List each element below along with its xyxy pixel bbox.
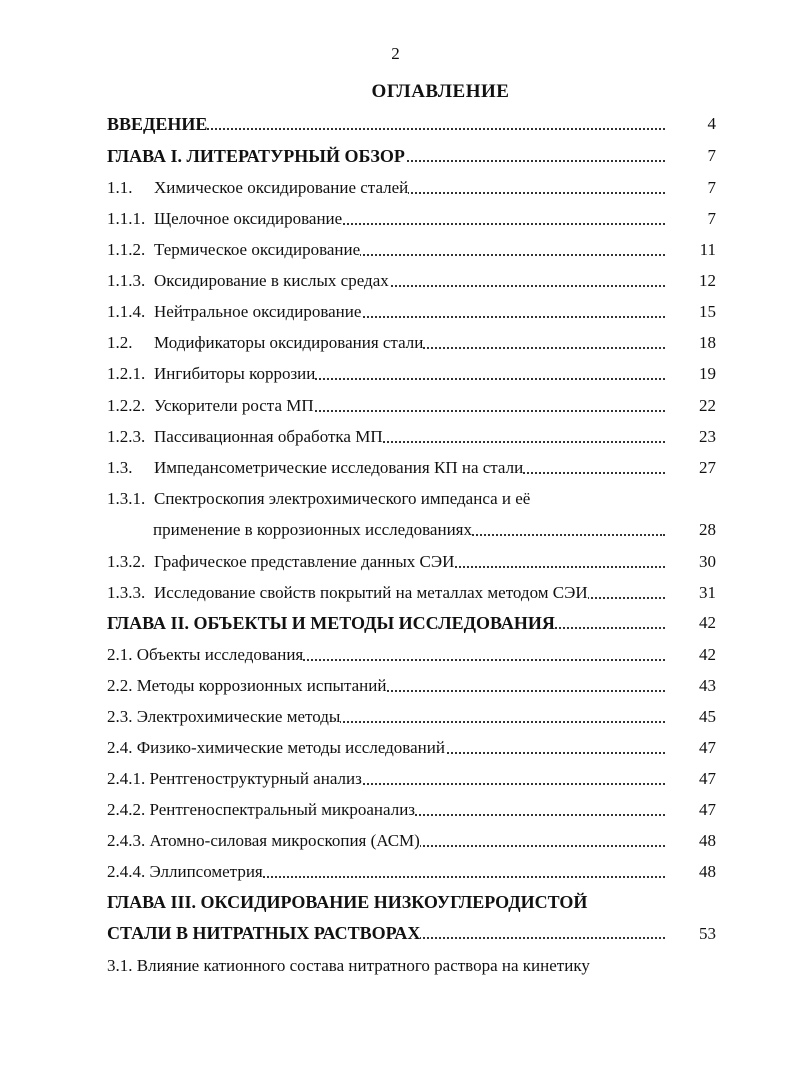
entry-number: 1.1.4. — [107, 302, 146, 321]
title-text: ОГЛАВЛЕНИЕ — [371, 81, 510, 102]
entry-page: 42 — [699, 645, 716, 664]
entry-page: 43 — [699, 676, 716, 695]
toc-entry-line-1[interactable] — [107, 488, 665, 510]
toc-entry[interactable] — [107, 799, 665, 821]
entry-number: 3.1. — [107, 956, 133, 975]
entry-number: 2.1. — [107, 645, 133, 664]
entry-page: 45 — [699, 707, 716, 726]
toc-entry[interactable] — [107, 270, 665, 292]
entry-text: Электрохимические методы — [136, 707, 341, 726]
entry-text: ВВЕДЕНИЕ — [107, 114, 208, 134]
entry-page: 23 — [699, 427, 716, 446]
entry-text: Графическое представление данных СЭИ — [154, 552, 455, 571]
entry-page: 11 — [699, 240, 716, 259]
entry-text: Импедансометрические исследования КП на стали — [154, 458, 524, 477]
entry-text: ГЛАВА I. ЛИТЕРАТУРНЫЙ ОБЗОР — [107, 146, 405, 166]
entry-text: Ускорители роста МП — [154, 396, 314, 415]
toc-entry[interactable] — [107, 239, 665, 261]
toc-entry[interactable] — [107, 955, 707, 977]
toc-entry-chapter-2[interactable] — [107, 612, 665, 634]
toc-entry-chapter-3-line-2[interactable] — [107, 922, 665, 944]
toc-entry[interactable] — [107, 737, 665, 759]
entry-number: 1.2.1. — [107, 364, 146, 383]
toc-entry[interactable] — [107, 457, 665, 479]
entry-page: 48 — [699, 831, 716, 850]
toc-entry[interactable] — [107, 208, 665, 230]
toc-entry[interactable] — [107, 582, 665, 604]
entry-text: Эллипсометрия — [149, 862, 263, 881]
entry-number: 1.2.3. — [107, 427, 146, 446]
entry-number: 1.3. — [107, 458, 133, 477]
entry-page: 15 — [699, 302, 716, 321]
entry-text: Оксидирование в кислых средах — [154, 271, 389, 290]
entry-number: 2.3. — [107, 707, 133, 726]
entry-number: 1.3.1. — [107, 489, 146, 508]
toc-entry[interactable] — [107, 675, 665, 697]
toc-entry[interactable] — [107, 301, 665, 323]
entry-text: Термическое оксидирование — [154, 240, 361, 259]
entry-text: Физико-химические методы исследований — [136, 738, 445, 757]
toc-entry[interactable] — [107, 861, 665, 883]
entry-text: Исследование свойств покрытий на металлах методом СЭИ — [154, 583, 588, 602]
toc-entry[interactable] — [107, 177, 665, 199]
entry-text: Модификаторы оксидирования стали — [154, 333, 424, 352]
entry-text: Методы коррозионных испытаний — [136, 676, 387, 695]
entry-page: 7 — [707, 178, 716, 197]
entry-text: Пассивационная обработка МП — [154, 427, 383, 446]
toc-entry[interactable] — [107, 706, 665, 728]
toc-entry-introduction[interactable] — [107, 113, 665, 135]
entry-text: ГЛАВА III. ОКСИДИРОВАНИЕ НИЗКОУГЛЕРОДИСТОЙ — [107, 892, 588, 912]
entry-number: 2.4.3. — [107, 831, 146, 850]
entry-page: 12 — [699, 271, 716, 290]
toc-entry[interactable] — [107, 551, 665, 573]
entry-number: 1.2. — [107, 333, 133, 352]
page-number: 2 — [391, 44, 400, 63]
entry-text: Объекты исследования — [136, 645, 304, 664]
entry-page: 19 — [699, 364, 716, 383]
entry-number: 2.4.2. — [107, 800, 146, 819]
entry-page: 18 — [699, 333, 716, 352]
entry-number: 1.1.3. — [107, 271, 146, 290]
entry-number: 1.3.3. — [107, 583, 146, 602]
entry-number: 2.4.4. — [107, 862, 146, 881]
entry-text: Ингибиторы коррозии — [154, 364, 316, 383]
entry-number: 1.1.2. — [107, 240, 146, 259]
toc-entry[interactable] — [107, 426, 665, 448]
entry-number: 2.4. — [107, 738, 133, 757]
entry-page: 27 — [699, 458, 716, 477]
entry-page: 22 — [699, 396, 716, 415]
toc-entry-chapter-3-line-1[interactable] — [107, 891, 665, 913]
toc-entry[interactable] — [107, 363, 665, 385]
entry-number: 1.2.2. — [107, 396, 146, 415]
entry-number: 1.1.1. — [107, 209, 146, 228]
entry-number: 1.1. — [107, 178, 133, 197]
entry-page: 31 — [699, 583, 716, 602]
toc-entry[interactable] — [107, 644, 665, 666]
entry-page: 7 — [707, 209, 716, 228]
toc-entry-line-2[interactable] — [153, 519, 665, 541]
toc-entry[interactable] — [107, 395, 665, 417]
entry-text: Нейтральное оксидирование — [154, 302, 362, 321]
toc-entry-chapter-1[interactable] — [107, 145, 665, 167]
entry-text-continued: СТАЛИ В НИТРАТНЫХ РАСТВОРАХ — [107, 923, 421, 943]
entry-page: 28 — [699, 520, 716, 539]
entry-text: Влияние катионного состава нитратного раствора на кинетику — [136, 956, 590, 975]
toc-entry[interactable] — [107, 768, 665, 790]
entry-page: 47 — [699, 738, 716, 757]
toc-entry[interactable] — [107, 332, 665, 354]
entry-page: 47 — [699, 769, 716, 788]
entry-page: 42 — [699, 613, 716, 632]
entry-page: 53 — [699, 924, 716, 943]
entry-page: 47 — [699, 800, 716, 819]
entry-text: Химическое оксидирование сталей — [154, 178, 409, 197]
toc-entry[interactable] — [107, 830, 665, 852]
entry-text: Атомно-силовая микроскопия (АСМ) — [149, 831, 420, 850]
entry-number: 2.4.1. — [107, 769, 146, 788]
entry-text: Рентгеноспектральный микроанализ — [149, 800, 416, 819]
entry-page: 48 — [699, 862, 716, 881]
entry-text: Рентгеноструктурный анализ — [149, 769, 362, 788]
entry-text-continued: применение в коррозионных исследованиях — [153, 520, 472, 539]
entry-page: 7 — [707, 146, 716, 165]
entry-page: 4 — [707, 114, 716, 133]
entry-text: Спектроскопия электрохимического импеданса и её — [154, 489, 531, 508]
entry-text: ГЛАВА II. ОБЪЕКТЫ И МЕТОДЫ ИССЛЕДОВАНИЯ — [107, 613, 555, 633]
entry-number: 2.2. — [107, 676, 133, 695]
entry-number: 1.3.2. — [107, 552, 146, 571]
entry-text: Щелочное оксидирование — [154, 209, 343, 228]
entry-page: 30 — [699, 552, 716, 571]
